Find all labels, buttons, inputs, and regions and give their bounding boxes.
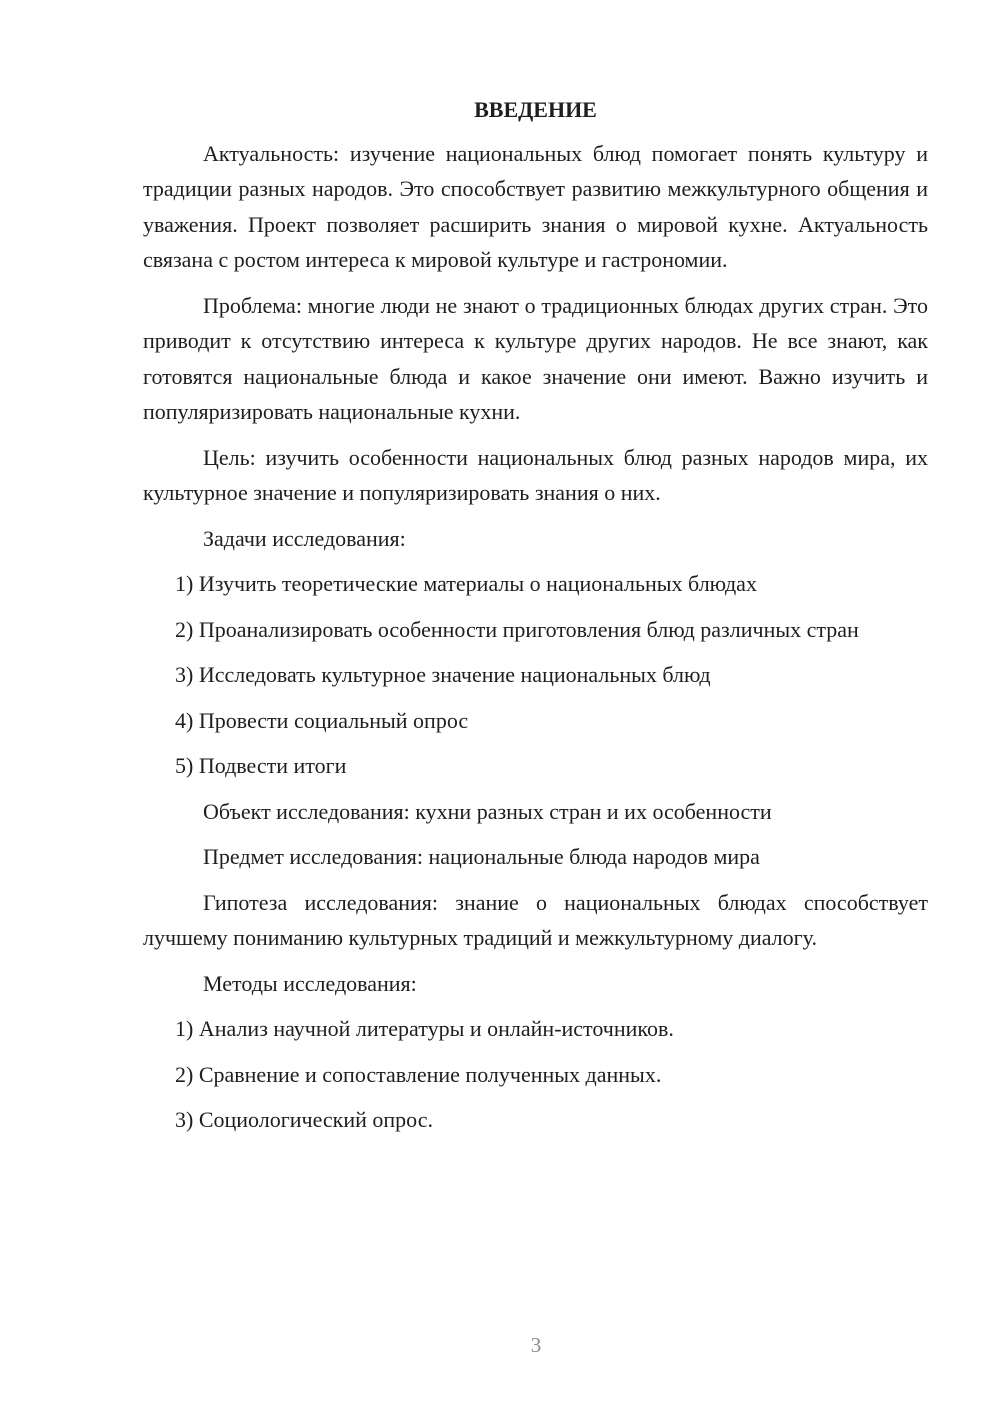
method-item-3: 3) Социологический опрос. [175, 1107, 433, 1132]
methods-heading: Методы исследования: [203, 970, 417, 996]
page-number: 3 [530, 1333, 542, 1357]
task-item-5: 5) Подвести итоги [175, 753, 347, 778]
tasks-heading: Задачи исследования: [203, 525, 406, 551]
task-item-4: 4) Провести социальный опрос [175, 707, 469, 733]
relevance-paragraph: Актуальность: изучение национальных блюд помогает понять культуру и традиции разных народов. Это способствует развитию межкультурного общения и уважения. Проект позволяет расширить знания о мировой кухне. Актуальность связана с ростом интереса к мировой культуре и гастрономии. [143, 140, 928, 272]
page-content [143, 92, 928, 1148]
research-subject: Предмет исследования: национальные блюда народов мира [203, 844, 760, 869]
task-item-1: 1) Изучить теоретические материалы о национальных блюдах [175, 571, 757, 596]
hypothesis-paragraph: Гипотеза исследования: знание о национальных блюдах способствует лучшему пониманию культурных традиций и межкультурному диалогу. [143, 889, 928, 950]
method-item-2: 2) Сравнение и сопоставление полученных данных. [175, 1061, 662, 1087]
goal-paragraph: Цель: изучить особенности национальных блюд разных народов мира, их культурное значение и популяризировать знания о них. [143, 444, 928, 505]
task-item-2: 2) Проанализировать особенности приготовления блюд различных стран [175, 616, 859, 642]
section-title: ВВЕДЕНИЕ [474, 97, 597, 122]
method-item-1: 1) Анализ научной литературы и онлайн-источников. [175, 1016, 674, 1041]
task-item-3: 3) Исследовать культурное значение национальных блюд [175, 662, 711, 687]
research-object: Объект исследования: кухни разных стран и их особенности [203, 798, 772, 824]
problem-paragraph: Проблема: многие люди не знают о традиционных блюдах других стран. Это приводит к отсутствию интереса к культуре других народов. Не все знают, как готовятся национальные блюда и какое значение они имеют. Важно изучить и популяризировать национальные кухни. [143, 292, 928, 424]
